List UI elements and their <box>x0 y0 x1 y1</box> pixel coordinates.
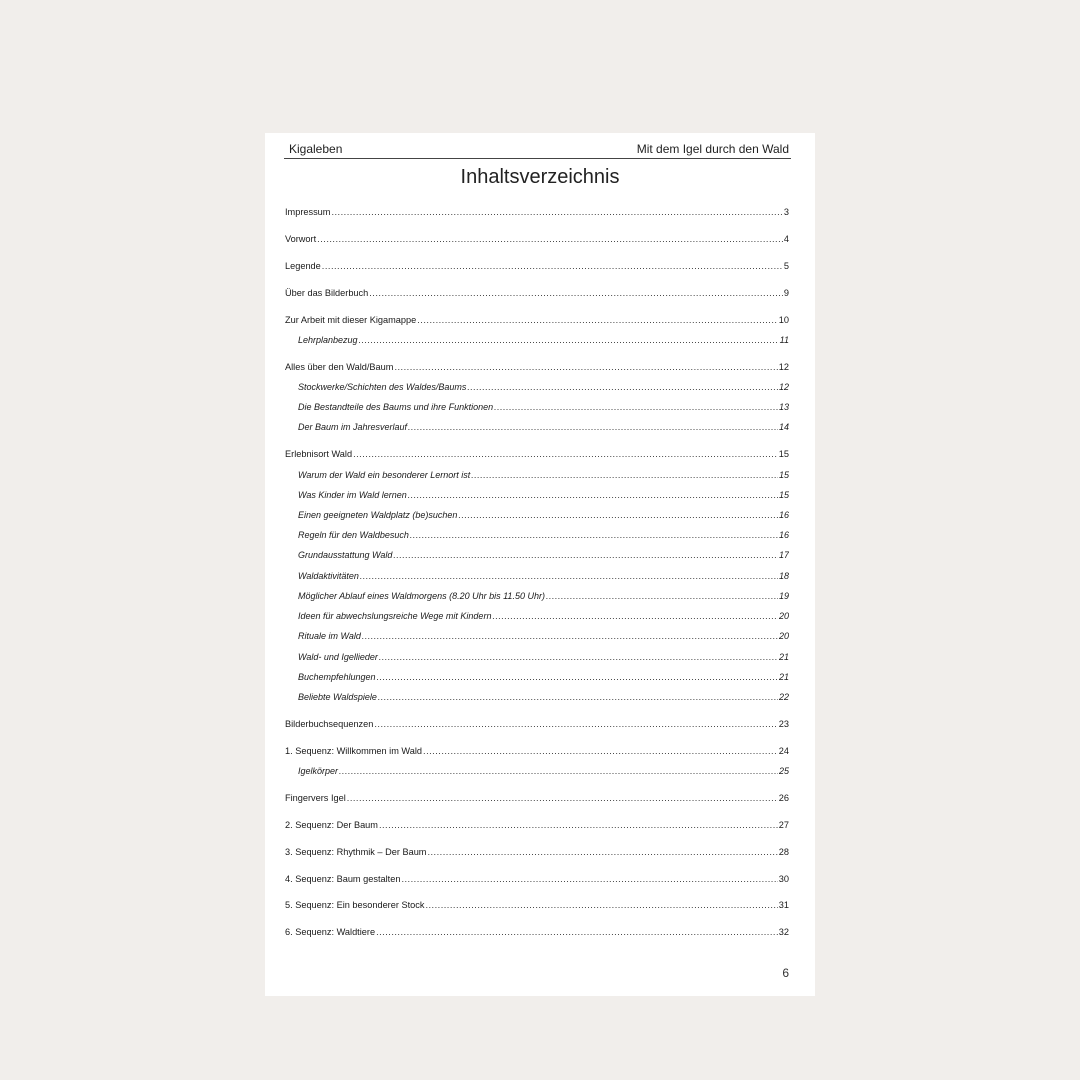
toc-subentry <box>298 630 789 642</box>
toc-dot-leader <box>393 549 778 561</box>
toc-entry-label: Fingervers Igel <box>285 793 346 803</box>
toc-dot-leader <box>339 765 778 777</box>
toc-dot-leader <box>347 792 778 804</box>
toc-entry-label: Zur Arbeit mit dieser Kigamappe <box>285 315 417 325</box>
toc-subentry <box>298 691 789 703</box>
toc-entry-page: 5 <box>783 261 789 271</box>
toc-dot-leader <box>379 819 778 831</box>
toc-entry-label: Vorwort <box>285 234 317 244</box>
toc-entry-page: 26 <box>778 793 789 803</box>
page-title: Inhaltsverzeichnis <box>460 166 620 188</box>
toc-dot-leader <box>408 489 778 501</box>
toc-entry-page: 10 <box>778 315 789 325</box>
toc-subentry <box>298 529 789 541</box>
toc-entry-page: 30 <box>778 874 789 884</box>
toc-dot-leader <box>467 381 778 393</box>
toc-entry-label: Alles über den Wald/Baum <box>285 362 394 372</box>
toc-entry-page: 12 <box>778 382 789 392</box>
toc-dot-leader <box>546 590 778 602</box>
toc-entry-page: 18 <box>778 571 789 581</box>
toc-dot-leader <box>417 314 778 326</box>
toc-subentry <box>298 421 789 433</box>
toc-entry <box>285 873 789 885</box>
toc-entry-label: 2. Sequenz: Der Baum <box>285 820 378 830</box>
toc-entry-label: Warum der Wald ein besonderer Lernort ist <box>298 470 471 480</box>
toc-entry-page: 15 <box>778 490 789 500</box>
page-number: 6 <box>782 966 789 980</box>
toc-subentry <box>298 549 789 561</box>
toc-entry-page: 17 <box>778 550 789 560</box>
toc-dot-leader <box>408 421 778 433</box>
toc-entry-label: 6. Sequenz: Waldtiere <box>285 927 376 937</box>
toc-dot-leader <box>492 610 778 622</box>
toc-entry-page: 15 <box>778 470 789 480</box>
toc-dot-leader <box>471 469 778 481</box>
toc-dot-leader <box>369 287 783 299</box>
toc-entry-page: 11 <box>779 335 789 345</box>
toc-subentry <box>298 401 789 413</box>
toc-entry-page: 19 <box>778 591 789 601</box>
toc-dot-leader <box>378 691 778 703</box>
toc-entry-page: 15 <box>778 449 789 459</box>
toc-entry-label: Erlebnisort Wald <box>285 449 353 459</box>
toc-entry-page: 24 <box>778 746 789 756</box>
toc-entry-label: Impressum <box>285 207 331 217</box>
toc-entry <box>285 899 789 911</box>
toc-entry <box>285 846 789 858</box>
toc-entry-label: Der Baum im Jahresverlauf <box>298 422 408 432</box>
toc-dot-leader <box>322 260 783 272</box>
toc-dot-leader <box>394 361 777 373</box>
toc-entry-page: 3 <box>783 207 789 217</box>
toc-entry-page: 28 <box>778 847 789 857</box>
toc-entry <box>285 792 789 804</box>
toc-entry <box>285 206 789 218</box>
toc-entry-label: Möglicher Ablauf eines Waldmorgens (8.20 Uhr bis 11.50 Uhr) <box>298 591 545 601</box>
toc-entry-label: Grundausstattung Wald <box>298 550 393 560</box>
table-of-contents <box>265 133 815 996</box>
toc-subentry <box>298 590 789 602</box>
toc-entry-label: 5. Sequenz: Ein besonderer Stock <box>285 900 425 910</box>
toc-subentry <box>298 570 789 582</box>
toc-dot-leader <box>376 926 778 938</box>
toc-entry-label: Igelkörper <box>298 766 339 776</box>
toc-entry-page: 25 <box>778 766 789 776</box>
toc-entry <box>285 260 789 272</box>
toc-entry <box>285 361 789 373</box>
toc-dot-leader <box>377 671 778 683</box>
document-page <box>265 133 815 996</box>
toc-entry-label: Waldaktivitäten <box>298 571 359 581</box>
toc-subentry <box>298 610 789 622</box>
toc-entry-label: 1. Sequenz: Willkommen im Wald <box>285 746 423 756</box>
toc-subentry <box>298 671 789 683</box>
toc-dot-leader <box>353 448 778 460</box>
toc-entry-label: Regeln für den Waldbesuch <box>298 530 409 540</box>
toc-entry <box>285 718 789 730</box>
toc-dot-leader <box>425 899 777 911</box>
toc-entry-page: 22 <box>778 692 789 702</box>
toc-subentry <box>298 509 789 521</box>
toc-dot-leader <box>458 509 778 521</box>
toc-entry-page: 12 <box>778 362 789 372</box>
toc-entry <box>285 314 789 326</box>
toc-dot-leader <box>317 233 783 245</box>
toc-entry-label: Buchempfehlungen <box>298 672 376 682</box>
toc-subentry <box>298 469 789 481</box>
toc-entry <box>285 926 789 938</box>
toc-entry <box>285 745 789 757</box>
toc-entry-page: 27 <box>778 820 789 830</box>
toc-dot-leader <box>331 206 782 218</box>
toc-dot-leader <box>410 529 778 541</box>
header-left-text: Kigaleben <box>289 142 343 156</box>
toc-dot-leader <box>401 873 777 885</box>
toc-entry-page: 21 <box>778 652 789 662</box>
toc-entry-label: Die Bestandteile des Baums und ihre Funktionen <box>298 402 494 412</box>
toc-entry-label: Was Kinder im Wald lernen <box>298 490 407 500</box>
toc-subentry <box>298 334 789 346</box>
toc-dot-leader <box>360 570 778 582</box>
toc-entry-page: 14 <box>778 422 789 432</box>
toc-entry-label: Stockwerke/Schichten des Waldes/Baums <box>298 382 467 392</box>
toc-entry-label: Ideen für abwechslungsreiche Wege mit Kindern <box>298 611 492 621</box>
toc-dot-leader <box>359 334 779 346</box>
toc-dot-leader <box>362 630 778 642</box>
toc-entry-page: 4 <box>783 234 789 244</box>
toc-entry <box>285 287 789 299</box>
toc-entry-label: 3. Sequenz: Rhythmik – Der Baum <box>285 847 427 857</box>
toc-entry-page: 13 <box>778 402 789 412</box>
toc-dot-leader <box>379 651 778 663</box>
toc-dot-leader <box>427 846 777 858</box>
toc-entry-page: 9 <box>783 288 789 298</box>
toc-entry-label: Einen geeigneten Waldplatz (be)suchen <box>298 510 458 520</box>
toc-dot-leader <box>374 718 777 730</box>
toc-entry-label: Legende <box>285 261 321 271</box>
toc-entry <box>285 819 789 831</box>
toc-entry <box>285 448 789 460</box>
toc-dot-leader <box>423 745 778 757</box>
toc-entry <box>285 233 789 245</box>
toc-entry-page: 31 <box>778 900 789 910</box>
header-right-text: Mit dem Igel durch den Wald <box>636 142 789 156</box>
toc-subentry <box>298 765 789 777</box>
toc-entry-page: 21 <box>778 672 789 682</box>
toc-entry-label: 4. Sequenz: Baum gestalten <box>285 874 401 884</box>
toc-entry-page: 23 <box>778 719 789 729</box>
toc-entry-page: 16 <box>778 530 789 540</box>
toc-entry-page: 20 <box>778 611 789 621</box>
toc-entry-label: Über das Bilderbuch <box>285 288 369 298</box>
toc-subentry <box>298 651 789 663</box>
toc-dot-leader <box>494 401 778 413</box>
toc-entry-page: 32 <box>778 927 789 937</box>
toc-entry-label: Bilderbuchsequenzen <box>285 719 374 729</box>
toc-subentry <box>298 381 789 393</box>
toc-entry-page: 20 <box>778 631 789 641</box>
toc-entry-label: Wald- und Igellieder <box>298 652 378 662</box>
toc-subentry <box>298 489 789 501</box>
toc-entry-label: Beliebte Waldspiele <box>298 692 377 702</box>
toc-entry-page: 16 <box>778 510 789 520</box>
toc-entry-label: Lehrplanbezug <box>298 335 358 345</box>
toc-entry-label: Rituale im Wald <box>298 631 361 641</box>
